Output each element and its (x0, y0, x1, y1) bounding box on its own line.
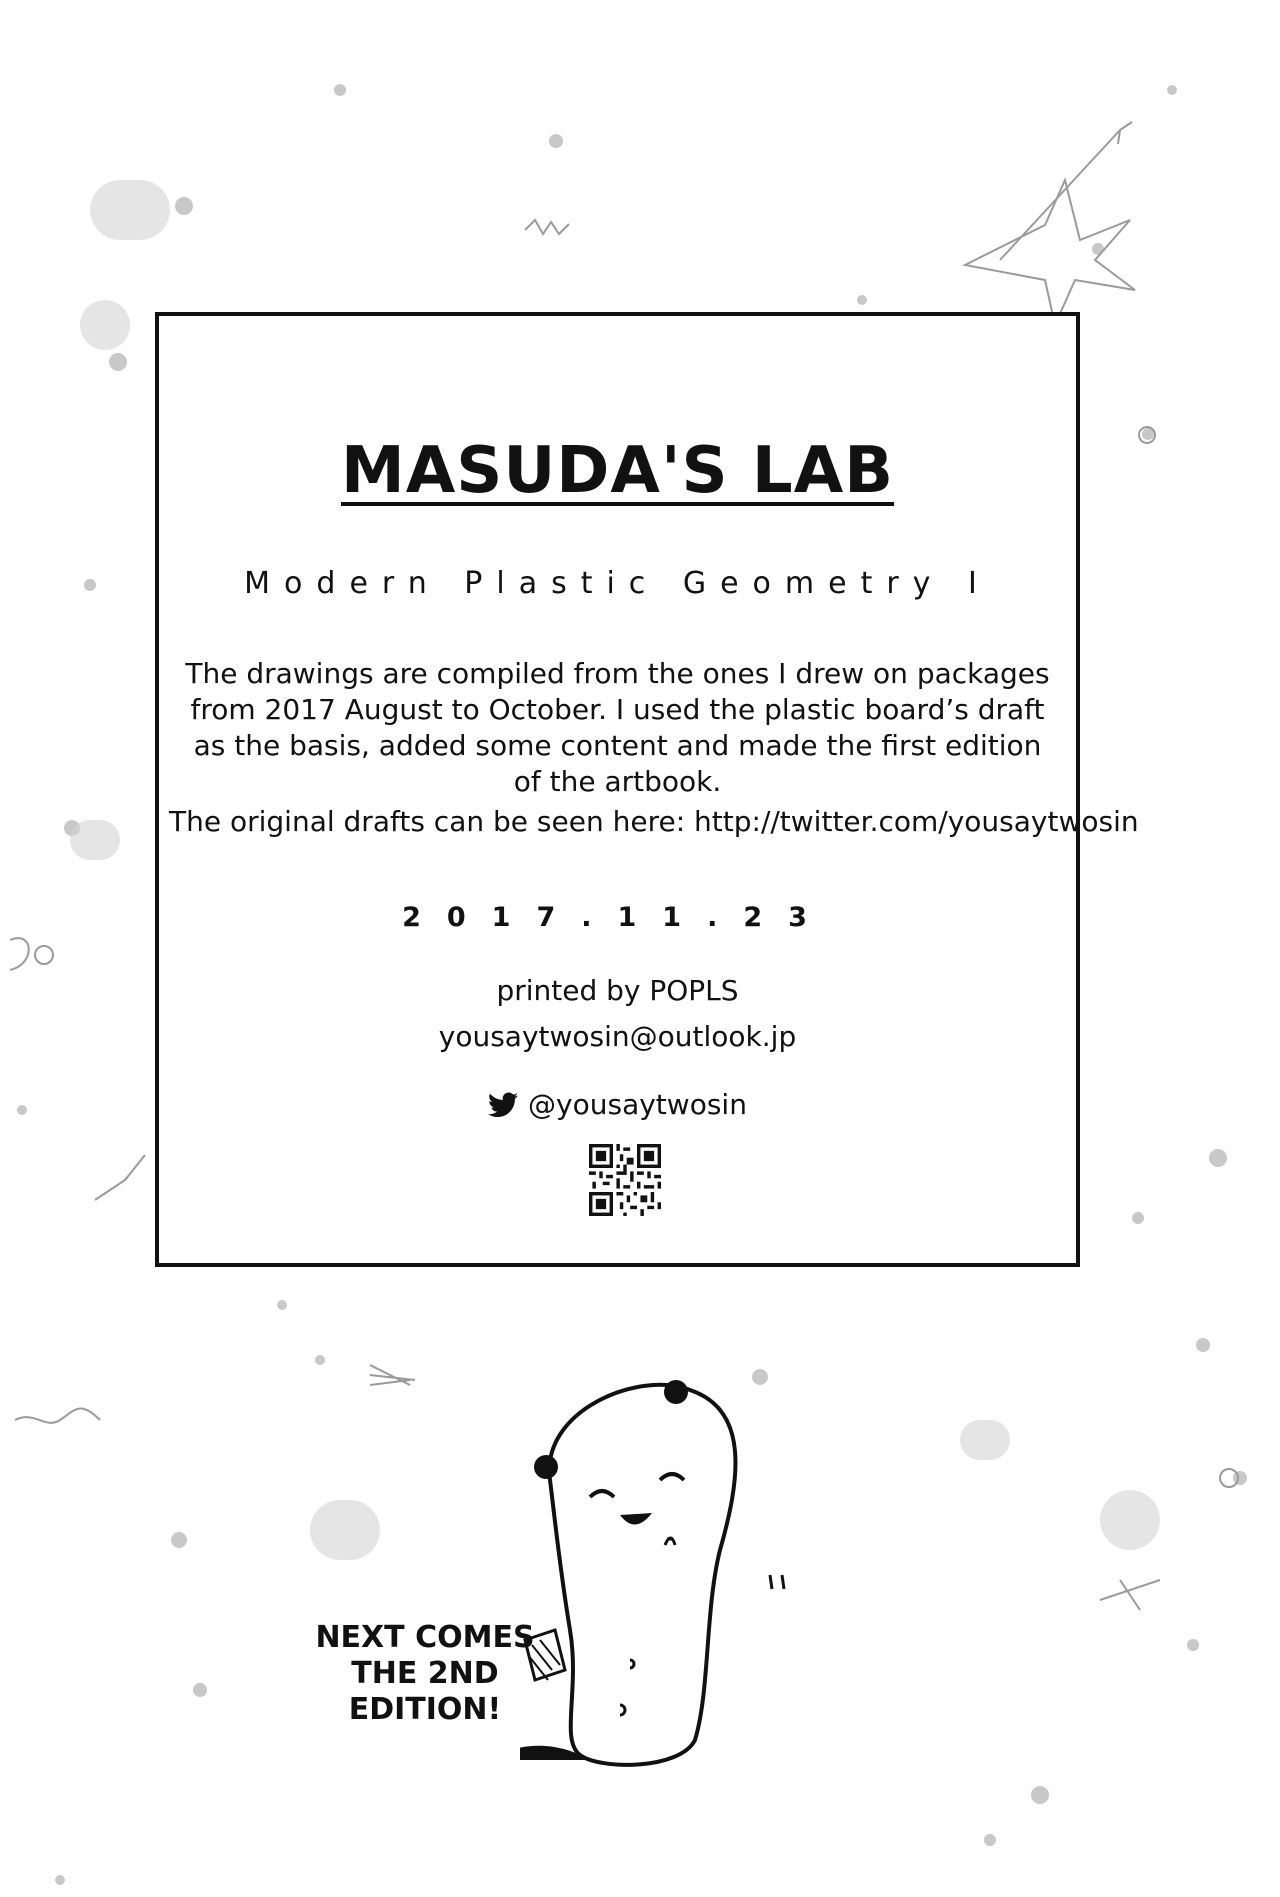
book-title: MASUDA'S LAB (341, 434, 894, 508)
twitter-contact (159, 1088, 1076, 1121)
twitter-bird-icon (488, 1092, 518, 1118)
speech-caption (280, 1620, 570, 1728)
speech-line-2: THE 2ND (351, 1656, 499, 1691)
printer-credit: printed by POPLS (496, 974, 739, 1007)
qr-code-icon (589, 1144, 661, 1216)
speech-line-1: NEXT COMES (315, 1620, 535, 1655)
drafts-note: The original drafts can be seen here: http://twitter.com/yousaytwosin (169, 805, 1139, 838)
book-subtitle: Modern Plastic Geometry I (244, 566, 991, 601)
speech-line-3: EDITION! (348, 1692, 502, 1727)
publish-date: 2017.11.23 (402, 902, 833, 933)
contact-email: yousaytwosin@outlook.jp (438, 1020, 797, 1053)
book-description: The drawings are compiled from the ones I drew on packages from 2017 August to October. I used the plastic board’s draft as the basis, added some content and made the first edition of the artbook. (185, 657, 1050, 798)
colophon-box (155, 312, 1139, 1267)
twitter-handle: @yousaytwosin (528, 1088, 747, 1121)
